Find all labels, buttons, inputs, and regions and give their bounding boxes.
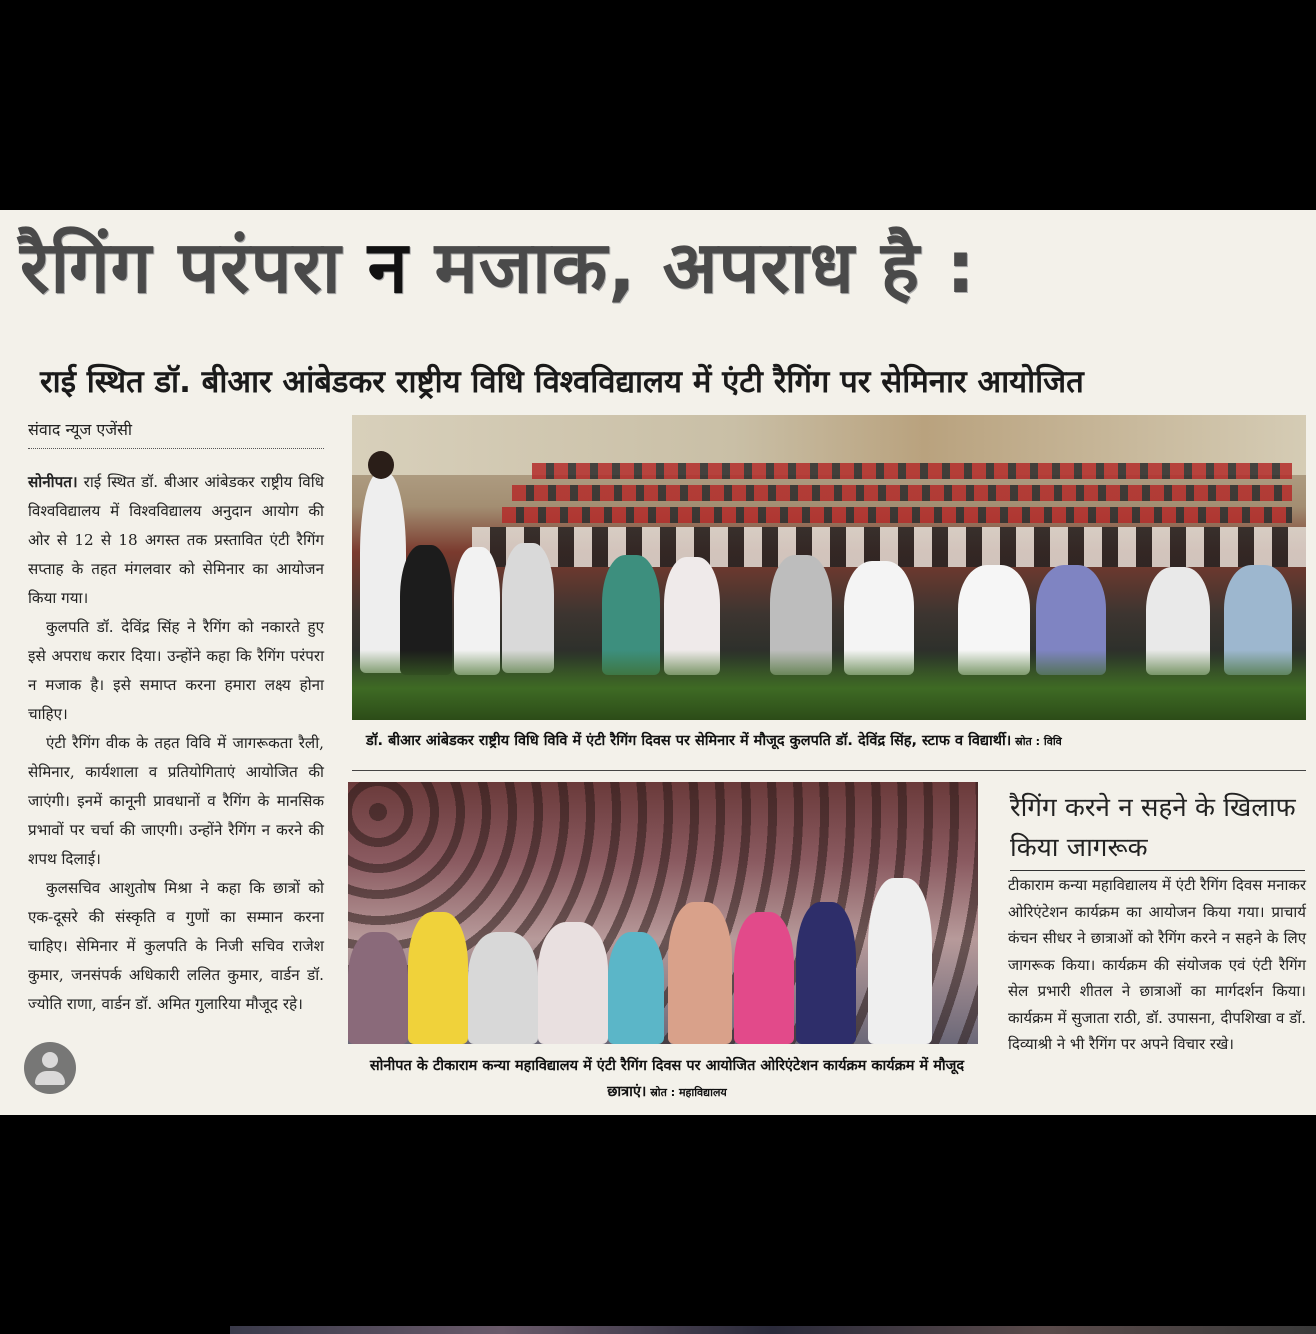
avatar-body bbox=[35, 1071, 65, 1085]
student bbox=[348, 932, 408, 1044]
paragraph-text: राई स्थित डॉ. बीआर आंबेडकर राष्ट्रीय विधि विश्वविद्यालय में विश्वविद्यालय अनुदान आयोग की ओर से 12 से 18 अगस्त तक प्रस्तावित एंटी रैगिंग सप्ताह के तहत मंगलवार को सेमिनार का आयोजन किया गया। bbox=[28, 473, 324, 607]
student bbox=[734, 912, 794, 1044]
person-head bbox=[368, 451, 394, 479]
seat-row bbox=[512, 485, 1292, 501]
seminar-photo bbox=[352, 415, 1306, 720]
subheadline: राई स्थित डॉ. बीआर आंबेडकर राष्ट्रीय विधि विश्वविद्यालय में एंटी रैगिंग पर सेमिनार आयोजित bbox=[40, 364, 1084, 400]
user-avatar-icon[interactable] bbox=[24, 1042, 76, 1094]
headline-part-2: न bbox=[367, 225, 409, 309]
seat-row bbox=[502, 507, 1292, 523]
article-paragraph: कुलपति डॉ. देविंद्र सिंह ने रैगिंग को नकारते हुए इसे अपराध करार दिया। उन्होंने कहा कि रैगिंग परंपरा न मजाक है। इसे समाप्त करना हमारा लक्ष्य होना चाहिए। bbox=[28, 618, 324, 723]
article-paragraph bbox=[28, 468, 324, 613]
article-body bbox=[28, 468, 324, 1019]
student bbox=[608, 932, 664, 1044]
plants-row bbox=[352, 650, 1306, 720]
dateline: सोनीपत। bbox=[28, 473, 78, 491]
next-image-strip bbox=[230, 1326, 1316, 1334]
photo-credit: स्रोत : विवि bbox=[1011, 735, 1062, 748]
newspaper-clipping bbox=[0, 210, 1316, 1115]
sidebar-body: टीकाराम कन्या महाविद्यालय में एंटी रैगिंग दिवस मनाकर ओरिएंटेशन कार्यक्रम का आयोजन किया गया। प्राचार्य कंचन सीधर ने छात्राओं को रैगिंग करने न सहने के लिए जागरूक किया। कार्यक्रम की संयोजक एवं एंटी रैगिंग सेल प्रभारी शीतल ने छात्राओं का मार्गदर्शन किया। कार्यक्रम में सुजाता राठी, डॉ. उपासना, दीपशिखा व डॉ. दिव्याश्री ने भी रैगिंग पर अपने विचार रखे। bbox=[1008, 876, 1306, 1053]
students-photo bbox=[348, 782, 978, 1044]
photo-credit: स्रोत : महाविद्यालय bbox=[646, 1086, 727, 1099]
caption-text: सोनीपत के टीकाराम कन्या महाविद्यालय में एंटी रैगिंग दिवस पर आयोजित ओरिएंटेशन कार्यक्रम कार्यक्रम में मौजूद छात्राएं। bbox=[369, 1058, 965, 1100]
avatar-head bbox=[42, 1052, 58, 1068]
byline: संवाद न्यूज एजेंसी bbox=[28, 420, 133, 439]
seat-row bbox=[532, 463, 1292, 479]
headline-part-1: रैगिंग परंपरा bbox=[20, 225, 368, 309]
headline-part-3: मजाक, अपराध है : bbox=[408, 225, 976, 309]
sidebar-divider bbox=[1010, 870, 1305, 871]
photo2-caption bbox=[352, 1053, 982, 1106]
student bbox=[868, 878, 932, 1044]
photo1-caption bbox=[366, 730, 1306, 750]
headline bbox=[20, 220, 1310, 315]
article-paragraph: कुलसचिव आशुतोष मिश्रा ने कहा कि छात्रों को एक-दूसरे की संस्कृति व गुणों का सम्मान करना चाहिए। सेमिनार में कुलपति के निजी सचिव राजेश कुमार, जनसंपर्क अधिकारी ललित कुमार, वार्डन डॉ. ज्योति राणा, वार्डन डॉ. अमित गुलारिया मौजूद रहे। bbox=[28, 879, 324, 1013]
sidebar-headline: रैगिंग करने न सहने के खिलाफ किया जागरूक bbox=[1010, 793, 1296, 863]
article-paragraph: एंटी रैगिंग वीक के तहत विवि में जागरूकता रैली, सेमिनार, कार्यशाला व प्रतियोगिताएं आयोजित की जाएंगी। इनमें कानूनी प्रावधानों व रैगिंग के मानसिक प्रभावों पर चर्चा की जाएगी। उन्होंने रैगिंग न करने की शपथ दिलाई। bbox=[28, 734, 324, 868]
student bbox=[538, 922, 608, 1044]
student bbox=[796, 902, 856, 1044]
caption-text: डॉ. बीआर आंबेडकर राष्ट्रीय विधि विवि में एंटी रैगिंग दिवस पर सेमिनार में मौजूद कुलपति डॉ. देविंद्र सिंह, स्टाफ व विद्यार्थी। bbox=[366, 733, 1012, 749]
student bbox=[408, 912, 468, 1044]
student bbox=[468, 932, 538, 1044]
caption-divider bbox=[352, 770, 1306, 771]
student bbox=[668, 902, 732, 1044]
byline-divider bbox=[28, 448, 324, 449]
